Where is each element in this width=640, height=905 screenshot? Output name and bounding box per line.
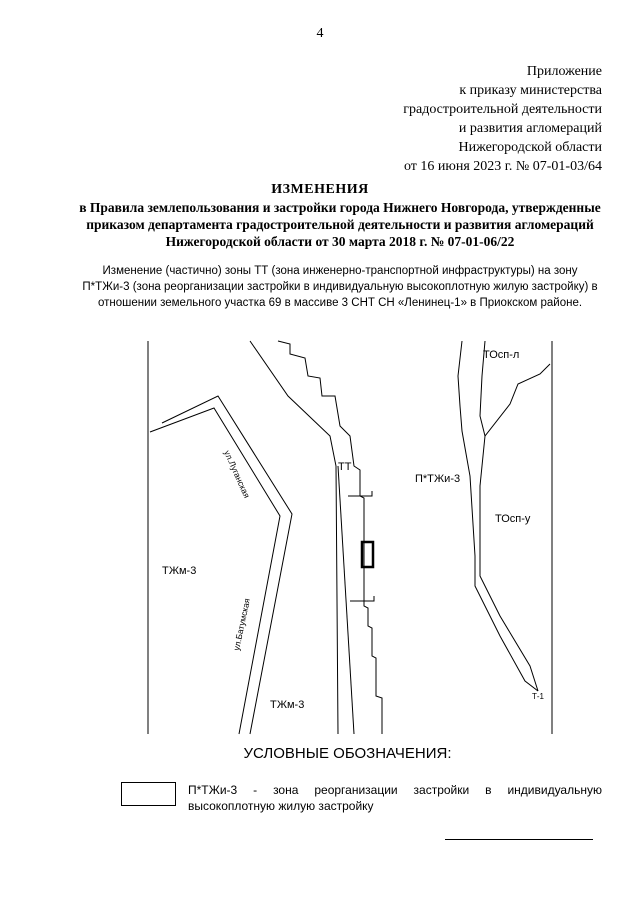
tt-west-boundary xyxy=(250,341,338,734)
change-description: Изменение (частично) зоны ТТ (зона инженерно-транспортной инфраструктуры) на зону П*ТЖи-3 (зона реорганизации застройки в индивидуальную высокоплотную жилую застройку) в отношении земельного участка 69 в массиве 3 СНТ СН «Ленинец-1» в Приокском районе. xyxy=(82,265,598,309)
appendix-block xyxy=(403,62,602,176)
document-subtitle: в Правила землепользования и застройки города Нижнего Новгорода, утвержденные приказом департамента градостроительной деятельности и развития агломераций Нижегородской области от 30 марта 2018 г. № 07-01-06/22 xyxy=(79,200,601,249)
document-title: ИЗМЕНЕНИЯ xyxy=(271,182,369,197)
appendix-line-1: Приложение xyxy=(526,64,602,79)
appendix-line-4: и развития агломераций xyxy=(458,121,602,136)
tt-east-boundary xyxy=(278,341,382,734)
signature-line xyxy=(445,839,593,840)
street-label-luganskaya: ул.Луганская xyxy=(222,448,253,500)
tt-strip-lower xyxy=(350,596,374,601)
tt-west-boundary-2 xyxy=(338,466,354,734)
legend-swatch xyxy=(121,782,176,806)
zone-label-tzhm3-bottom: ТЖм-3 xyxy=(270,699,305,711)
appendix-line-6: от 16 июня 2023 г. № 07-01-03/64 xyxy=(403,159,602,174)
zone-label-tosp-l: ТОсп-л xyxy=(483,349,520,361)
zoning-map xyxy=(140,336,560,744)
zone-label-tosp-u: ТОсп-у xyxy=(495,513,531,525)
page-number: 4 xyxy=(316,26,324,41)
zone-label-tt: ТТ xyxy=(338,461,352,473)
legend-item-text: П*ТЖи-3 - зона реорганизации застройки в индивидуальную высокоплотную жилую застройку xyxy=(188,783,602,813)
zone-label-tzhm3-left: ТЖм-3 xyxy=(162,565,197,577)
zone-label-edge: Т-1 xyxy=(532,692,544,701)
zone-label-ptzhi3: П*ТЖи-3 xyxy=(415,473,461,485)
legend-heading: УСЛОВНЫЕ ОБОЗНАЧЕНИЯ: xyxy=(243,745,452,762)
street-label-batumskaya: ул.Батумская xyxy=(231,597,252,652)
appendix-line-2: к приказу министерства xyxy=(459,83,602,98)
appendix-line-3: градостроительной деятельности xyxy=(403,102,602,117)
appendix-line-5: Нижегородской области xyxy=(458,140,602,155)
